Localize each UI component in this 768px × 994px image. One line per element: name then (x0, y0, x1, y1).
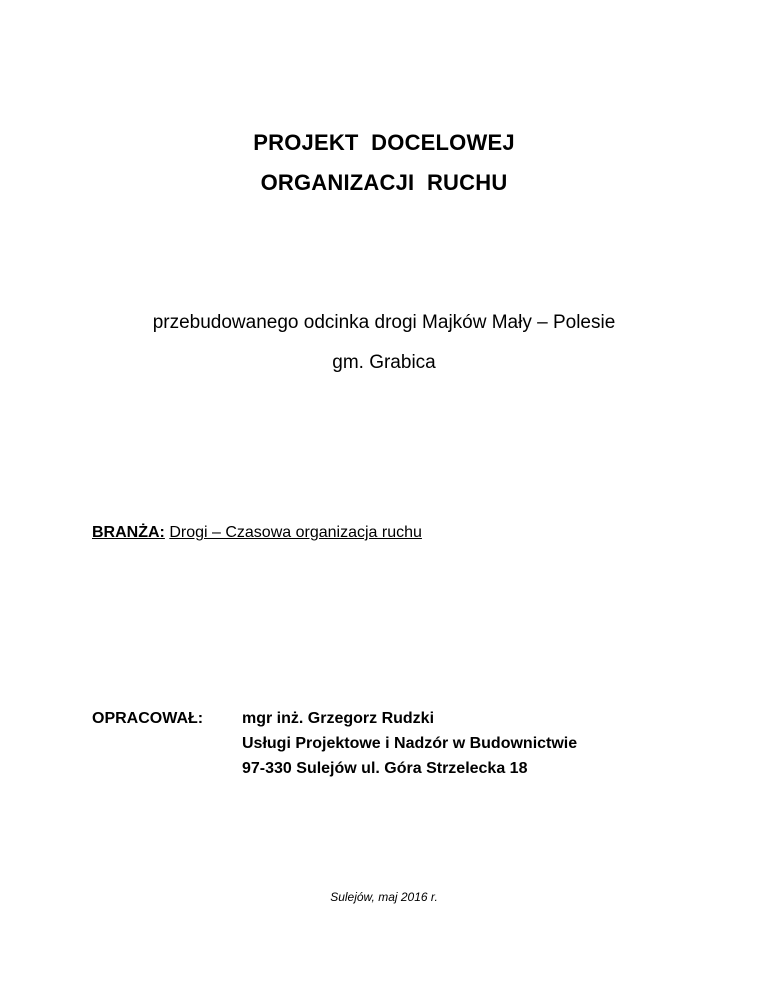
document-title-line-2: ORGANIZACJI RUCHU (260, 170, 508, 195)
project-subject-line-1: przebudowanego odcinka drogi Majków Mały – Polesie (152, 312, 616, 333)
branch-value: Drogi – Czasowa organizacja ruchu (169, 524, 422, 541)
author-section (92, 706, 577, 781)
document-title-line-1: PROJEKT DOCELOWEJ (253, 130, 515, 155)
author-row-company (92, 731, 577, 756)
author-name: mgr inż. Grzegorz Rudzki (242, 710, 435, 727)
place-date: Sulejów, maj 2016 r. (330, 890, 438, 904)
author-company: Usługi Projektowe i Nadzór w Budownictwie (242, 735, 578, 752)
author-row-name (92, 706, 577, 731)
author-label: OPRACOWAŁ: (92, 710, 204, 727)
branch-label: BRANŻA: (92, 524, 165, 541)
project-subject-line-2: gm. Grabica (332, 352, 436, 373)
author-address: 97-330 Sulejów ul. Góra Strzelecka 18 (242, 760, 528, 777)
branch-section (92, 524, 422, 542)
author-row-address (92, 756, 577, 781)
